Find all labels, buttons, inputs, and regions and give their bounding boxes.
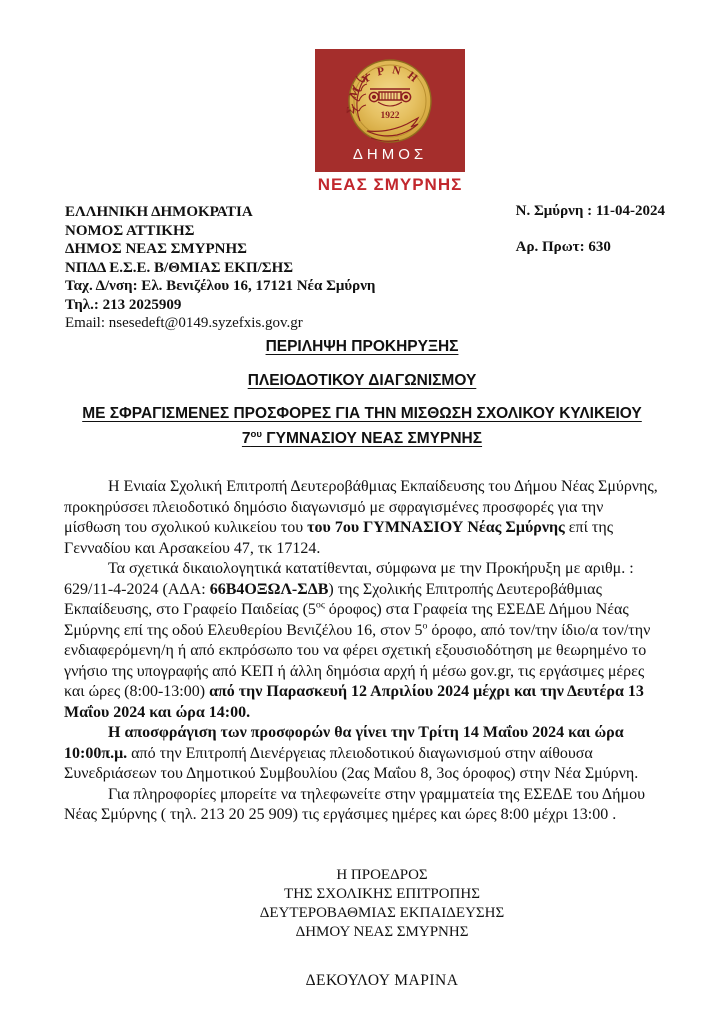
signature-block [40,866,724,990]
document-header [65,203,665,333]
body-paragraph: Τα σχετικά δικαιολογητικά κατατίθενται, σύμφωνα με την Προκήρυξη με αριθμ. : 629/11-4-2024 (ΑΔΑ: 66Β4ΟΞΩΛ-ΣΔΒ) της Σχολικής Επιτροπής Δευτεροβάθμιας Εκπαίδευσης, στο Γραφείο Παιδείας ($5^{o\varsigma}$ όροφος) στα Γραφεία της ΕΣΕΔΕ Δήμου Νέας Σμύρνης επί της οδού Ελευθερίου Βενιζέλου 16, στον $5^o$ όροφο, από τον/την ίδιο/α τον/την ενδιαφερόμενη/η ή από εκπρόσωπο του να φέρει σχετική εξουσιοδότηση με θεωρημένο το γνήσιο της υπογραφής από ΚΕΠ ή άλλη δημόσια αρχή ή μέσω gov.gr, τις εργάσιμες μέρες και ώρες (8:00-13:00) από την Παρασκευή 12 Απριλίου 2024 μέχρι και την Δευτέρα 13 Μαΐου 2024 και ώρα 14:00. [64,560,651,721]
emblem-year: 1922 [380,111,400,121]
title-line: ΠΕΡΙΛΗΨΗ ΠΡΟΚΗΡΥΞΗΣ [265,338,459,355]
header-left-line: ΝΟΜΟΣ ΑΤΤΙΚΗΣ [65,222,195,239]
logo-municipality-name: ΝΕΑΣ ΣΜΥΡΝΗΣ [317,175,463,194]
signature-line: Η ΠΡΟΕΔΡΟΣ [336,867,428,883]
protocol-number: Αρ. Πρωτ: 630 [515,239,611,255]
title-line: $7^{o\upsilon}$ ΓΥΜΝΑΣΙΟΥ ΝΕΑΣ ΣΜΥΡΝΗΣ [241,428,483,447]
body-block [64,477,664,826]
body-paragraph: Η αποσφράγιση των προσφορών θα γίνει την Τρίτη 14 Μαΐου 2024 και ώρα 10:00π.μ. από την Επιτροπή Διενέργειας πλειοδοτικού διαγωνισμού στην αίθουσα Συνεδριάσεων του Δημοτικού Συμβουλίου (2ας Μαΐου 8, 3ος όροφος) στην Νέα Σμύρνη. [64,724,639,782]
header-left-block [65,203,375,333]
body-paragraph: Η Ενιαία Σχολική Επιτροπή Δευτεροβάθμιας Εκπαίδευσης του Δήμου Νέας Σμύρνης, προκηρύσσει πλειοδοτικό δημόσιο διαγωνισμό με σφραγισμένες προσφορές για την μίσθωση του σχολικού κυλικείου του του 7ου ΓΥΜΝΑΣΙΟΥ Νέας Σμύρνης επί της Γενναδίου και Αρσακείου 47, τκ 17124. [64,478,658,557]
signatory-name: ΔΕΚΟΥΛΟΥ ΜΑΡΙΝΑ [305,972,459,989]
header-left-line: ΔΗΜΟΣ ΝΕΑΣ ΣΜΥΡΝΗΣ [65,241,247,257]
signature-lines [40,866,724,942]
emblem-arc-text: ΣΜΥΡΝΗ [345,64,425,115]
header-left-line: ΝΠΔΔ Ε.Σ.Ε. Β/ΘΜΙΑΣ ΕΚΠ/ΣΗΣ [65,259,294,276]
title-line: ΜΕ ΣΦΡΑΓΙΣΜΕΝΕΣ ΠΡΟΣΦΟΡΕΣ ΓΙΑ ΤΗΝ ΜΙΣΘΩΣΗ ΣΧΟΛΙΚΟΥ ΚΥΛΙΚΕΙΟΥ [82,405,642,422]
signature-line: ΤΗΣ ΣΧΟΛΙΚΗΣ ΕΠΙΤΡΟΠΗΣ [284,886,480,902]
header-left-line: Ταχ. Δ/νση: Ελ. Βενιζέλου 16, 17121 Νέα Σμύρνη [65,278,376,294]
title-line: ΠΛΕΙΟΔΟΤΙΚΟΥ ΔΙΑΓΩΝΙΣΜΟΥ [247,372,477,389]
title-block [0,338,724,448]
header-left-line: Τηλ.: 213 2025909 [65,296,182,313]
header-left-line: ΕΛΛΗΝΙΚΗ ΔΗΜΟΚΡΑΤΙΑ [65,204,253,220]
place-date: Ν. Σμύρνη : 11-04-2024 [515,203,665,219]
municipality-logo [315,49,465,195]
header-left-line: Email: nsesedeft@0149.syzefxis.gov.gr [65,315,303,331]
signature-line: ΔΗΜΟΥ ΝΕΑΣ ΣΜΥΡΝΗΣ [295,924,469,940]
body-paragraph: Για πληροφορίες μπορείτε να τηλεφωνείτε στην γραμματεία της ΕΣΕΔΕ του Δήμου Νέας Σμύρνης ( τηλ. 213 20 25 909) τις εργάσιμες ημέρες και ώρες 8:00 μέχρι 13:00 . [64,785,646,823]
signature-line: ΔΕΥΤΕΡΟΒΑΘΜΙΑΣ ΕΚΠΑΙΔΕΥΣΗΣ [259,905,505,921]
header-right-block [516,203,665,333]
logo-dimos-label: ΔΗΜΟΣ [352,146,428,163]
logo-red-square [315,49,465,172]
